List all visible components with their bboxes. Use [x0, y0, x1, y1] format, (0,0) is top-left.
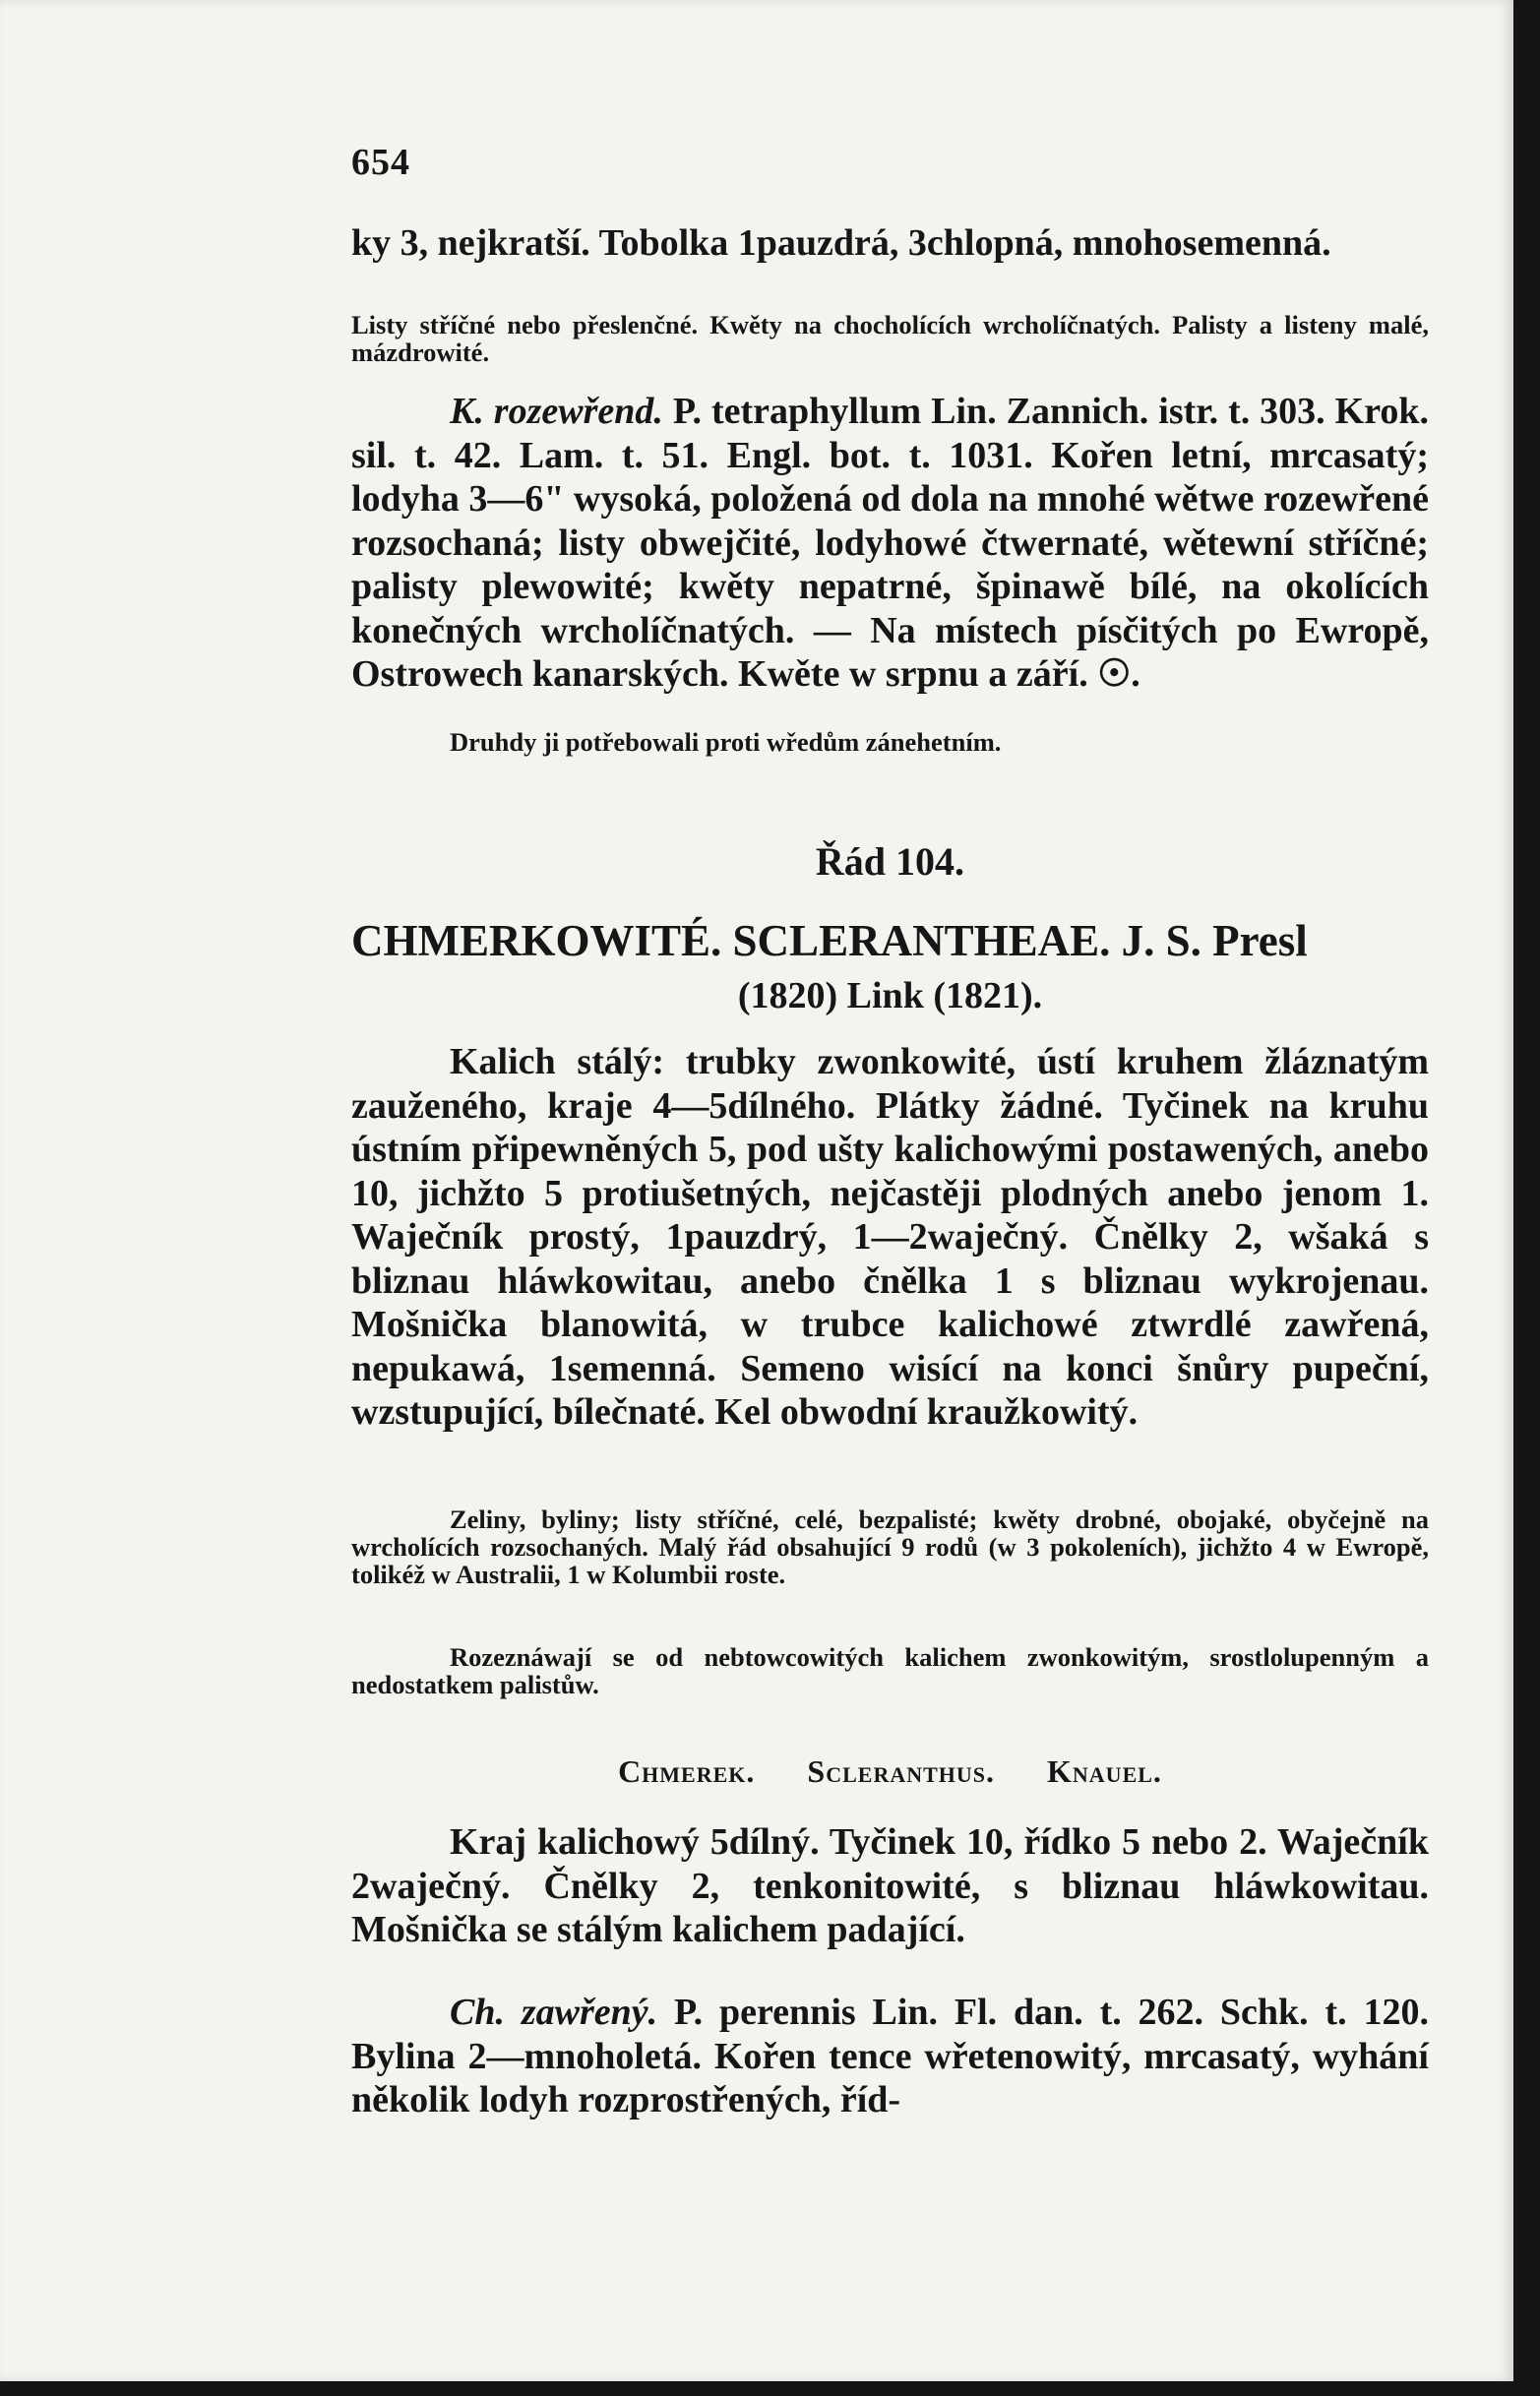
species-text-2: P. perennis Lin. Fl. dan. t. 262. Schk. t. 120. Bylina 2—mnoholetá. Kořen tence wřetenowitý, mrcasatý, wyhání několik lodyh rozprostřených, říd-: [351, 1992, 1429, 2120]
genus-czech: Chmerek.: [618, 1753, 756, 1789]
family-heading: [351, 913, 1429, 1023]
note-family-habit: Zeliny, byliny; listy stříčné, celé, bezpalisté; kwěty drobné, obojaké, obyčejně na wrcholících rozsochaných. Malý řád obsahující 9 rodů (w 3 pokoleních), jichžto 4 w Ewropě, tolikéž w Australii, 1 w Kolumbii roste.: [351, 1505, 1429, 1589]
page-number: 654: [351, 142, 410, 183]
family-dates: (1820) Link (1821).: [737, 975, 1043, 1016]
genus-heading: [351, 1753, 1429, 1790]
species-description-2: [351, 1991, 1429, 2122]
order-heading: Řád 104.: [815, 839, 965, 884]
family-title: CHMERKOWITÉ. SCLERANTHEAE. J. S. Presl: [351, 916, 1308, 965]
note-use: Druhdy ji potřebowali proti wředům zánehetním.: [450, 727, 1002, 757]
species-description-1: [351, 390, 1429, 697]
genus-german: Knauel.: [1047, 1753, 1162, 1789]
genus-latin: Scleranthus.: [807, 1753, 996, 1789]
note-leaves: Listy stříčné nebo přeslenčné. Kwěty na chocholících wrcholíčnatých. Palisty a listeny malé, mázdrowité.: [351, 310, 1429, 367]
species-name-1: K. rozewřend.: [450, 391, 663, 432]
species-text-1: P. tetraphyllum Lin. Zannich. istr. t. 303. Krok. sil. t. 42. Lam. t. 51. Engl. bot. t. 1031. Kořen letní, mrcasatý; lodyha 3—6" wysoká, položená od dola na mnohé wětwe rozewřené rozsochaná; listy obwejčité, lodyhowé čtwernaté, wětewní stříčné; palisty plewowité; kwěty nepatrné, špinawě bílé, na okolících konečných wrcholíčnatých. — Na místech písčitých po Ewropě, Ostrowech kanarských. Kwěte w srpnu a září. ☉.: [351, 391, 1430, 695]
note-distinction: Rozeznáwají se od nebtowcowitých kalichem zwonkowitým, srostlolupenným a nedostatkem palistůw.: [351, 1642, 1429, 1699]
species-name-2: Ch. zawřený.: [450, 1992, 658, 2033]
genus-description: Kraj kalichowý 5dílný. Tyčinek 10, řídko 5 nebo 2. Waječník 2waječný. Čnělky 2, tenkonitowité, s bliznau hláwkowitau. Mošnička se stálým kalichem padající.: [351, 1821, 1429, 1950]
text-continuation: ky 3, nejkratší. Tobolka 1pauzdrá, 3chlopná, mnohosemenná.: [351, 222, 1331, 264]
family-description: Kalich stálý: trubky zwonkowité, ústí kruhem žláznatým zauženého, kraje 4—5dílného. Plátky žádné. Tyčinek na kruhu ústním připewněných 5, pod ušty kalichowými postawených, anebo 10, jichžto 5 protiušetných, nejčastěji plodných anebo jenom 1. Waječník prostý, 1pauzdrý, 1—2waječný. Čnělky 2, wšaká s bliznau hláwkowitau, anebo čnělka 1 s bliznau wykrojenau. Mošnička blanowitá, w trubce kalichowé ztwrdlé zawřená, nepukawá, 1semenná. Semeno wisící na konci šnůry pupeční, wzstupující, bílečnaté. Kel obwodní kraužkowitý.: [351, 1041, 1429, 1433]
